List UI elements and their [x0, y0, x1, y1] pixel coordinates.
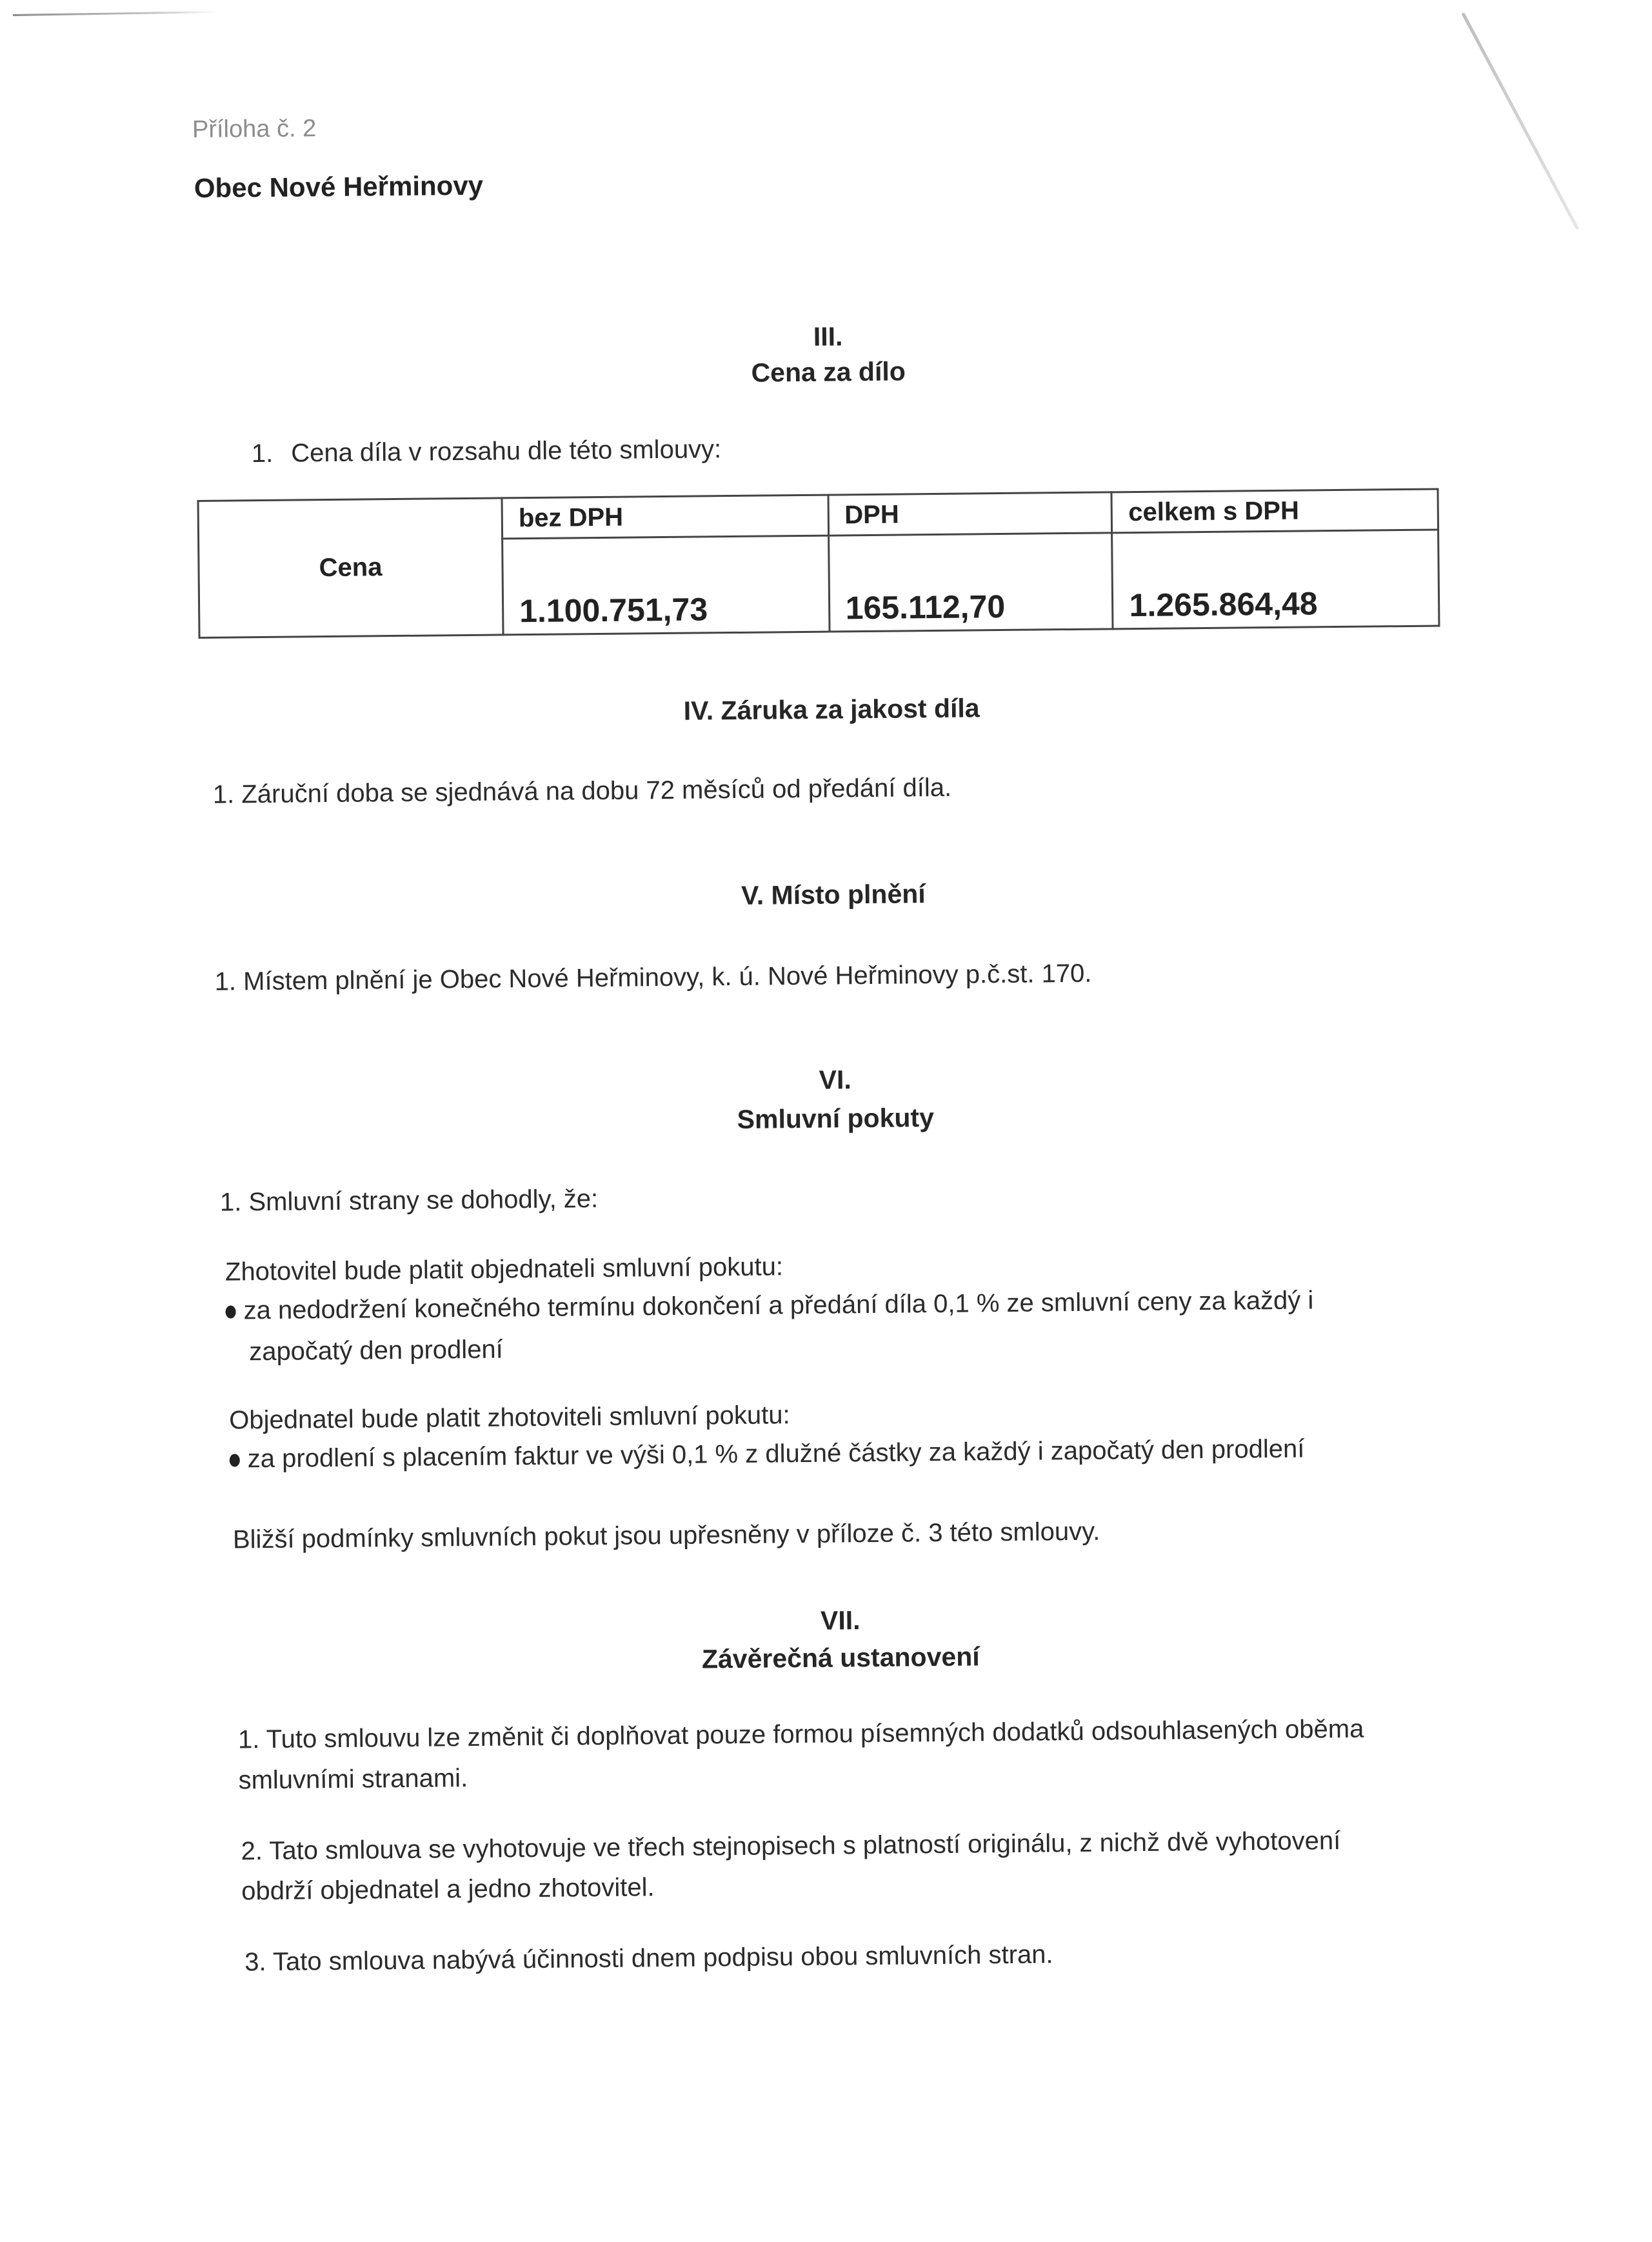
header-total-with-vat: celkem s DPH	[1111, 489, 1438, 533]
section-vii-item-1-line-1: 1. Tuto smlouvu lze změnit či doplňovat pouze formou písemných dodatků odsouhlasených oběma	[237, 1714, 1364, 1754]
contractor-penalty-bullet	[225, 1279, 1314, 1372]
item-number: 1.	[251, 439, 274, 468]
section-vi-item-1: 1. Smluvní strany se dohodly, že:	[219, 1185, 599, 1217]
header-without-vat: bez DPH	[502, 495, 828, 539]
section-vii-item-2-line-2: obdrží objednatel a jedno zhotovitel.	[241, 1873, 655, 1906]
client-penalty-intro: Objednatel bude platit zhotoviteli smluvní pokutu:	[229, 1401, 790, 1435]
value-total-with-vat: 1.265.864,48	[1112, 530, 1439, 629]
contractor-penalty-intro: Zhotovitel bude platit objednateli smluvní pokutu:	[224, 1252, 784, 1286]
section-vii-title: Závěrečná ustanovení	[701, 1641, 980, 1674]
bullet-icon	[230, 1454, 240, 1467]
header-vat: DPH	[828, 492, 1112, 535]
item-text: Cena díla v rozsahu dle této smlouvy:	[290, 435, 722, 468]
section-iv-item-1: 1. Záruční doba se sjednává na dobu 72 měsíců od předání díla.	[212, 773, 952, 809]
section-iii-number: III.	[813, 321, 843, 352]
section-v-heading: V. Místo plnění	[741, 879, 926, 910]
bullet-text-line-2: započatý den prodlení	[248, 1335, 504, 1366]
section-v-item-1: 1. Místem plnění je Obec Nové Heřminovy, k. ú. Nové Heřminovy p.č.st. 170.	[214, 959, 1092, 996]
section-iii-title: Cena za dílo	[751, 356, 906, 388]
section-vii-item-3: 3. Tato smlouva nabývá účinnosti dnem podpisu obou smluvních stran.	[244, 1940, 1053, 1977]
penalty-details-note: Bližší podmínky smluvních pokut jsou upřesněny v příloze č. 3 této smlouvy.	[232, 1517, 1100, 1554]
annex-label: Příloha č. 2	[192, 115, 317, 144]
section-vi-title: Smluvní pokuty	[737, 1103, 935, 1134]
value-without-vat: 1.100.751,73	[503, 535, 830, 635]
section-vii-number: VII.	[820, 1605, 861, 1636]
bullet-text-line-1: za nedodržení konečného termínu dokončení a předání díla 0,1 % ze smluvní ceny za každý i	[243, 1286, 1314, 1325]
section-iv-heading: IV. Záruka za jakost díla	[683, 693, 980, 726]
price-row-label: Cena	[198, 498, 503, 638]
section-vii-item-1-line-2: smluvními stranami.	[238, 1764, 468, 1795]
section-iii-item-1	[252, 428, 722, 474]
value-vat: 165.112,70	[828, 533, 1113, 632]
organization-name: Obec Nové Heřminovy	[194, 170, 484, 203]
section-vi-number: VI.	[819, 1065, 851, 1095]
bullet-icon	[226, 1306, 236, 1319]
bullet-text: za prodlení s placením faktur ve výši 0,1 % z dlužné částky za každý i započatý den prodlení	[247, 1434, 1305, 1474]
section-vii-item-2-line-1: 2. Tato smlouva se vyhotovuje ve třech stejnopisech s platností originálu, z nichž dvě vyhotovení	[241, 1827, 1341, 1866]
price-table	[197, 488, 1440, 638]
